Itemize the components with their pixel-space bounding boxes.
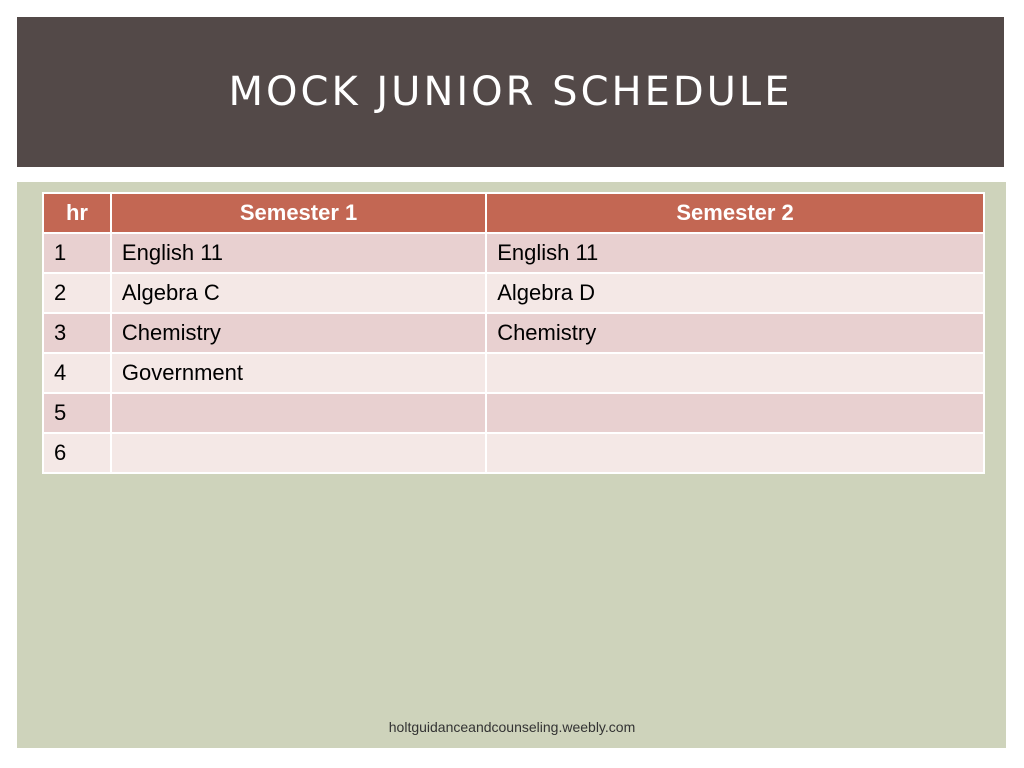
- header-hr: hr: [43, 193, 111, 233]
- table-row: [43, 393, 984, 433]
- cell-semester-1: [111, 393, 486, 433]
- cell-semester-2: [486, 393, 984, 433]
- table-row: [43, 233, 984, 273]
- cell-hr: 6: [43, 433, 111, 473]
- table-row: [43, 433, 984, 473]
- title-band: [17, 17, 1004, 167]
- table-row: [43, 273, 984, 313]
- schedule-table: [42, 192, 985, 474]
- cell-hr: 4: [43, 353, 111, 393]
- cell-semester-1: Government: [111, 353, 486, 393]
- header-semester-2: Semester 2: [486, 193, 984, 233]
- table-header-row: [43, 193, 984, 233]
- table-row: [43, 353, 984, 393]
- cell-semester-1: [111, 433, 486, 473]
- cell-semester-2: Chemistry: [486, 313, 984, 353]
- cell-semester-2: [486, 353, 984, 393]
- cell-semester-1: Chemistry: [111, 313, 486, 353]
- header-semester-1: Semester 1: [111, 193, 486, 233]
- cell-hr: 1: [43, 233, 111, 273]
- cell-semester-2: Algebra D: [486, 273, 984, 313]
- cell-semester-2: [486, 433, 984, 473]
- cell-semester-1: Algebra C: [111, 273, 486, 313]
- content-area: [17, 182, 1006, 748]
- cell-hr: 3: [43, 313, 111, 353]
- table-row: [43, 313, 984, 353]
- footer-url: holtguidanceandcounseling.weebly.com: [388, 719, 636, 735]
- cell-semester-2: English 11: [486, 233, 984, 273]
- cell-semester-1: English 11: [111, 233, 486, 273]
- cell-hr: 5: [43, 393, 111, 433]
- cell-hr: 2: [43, 273, 111, 313]
- slide-title: MOCK JUNIOR SCHEDULE: [228, 69, 793, 115]
